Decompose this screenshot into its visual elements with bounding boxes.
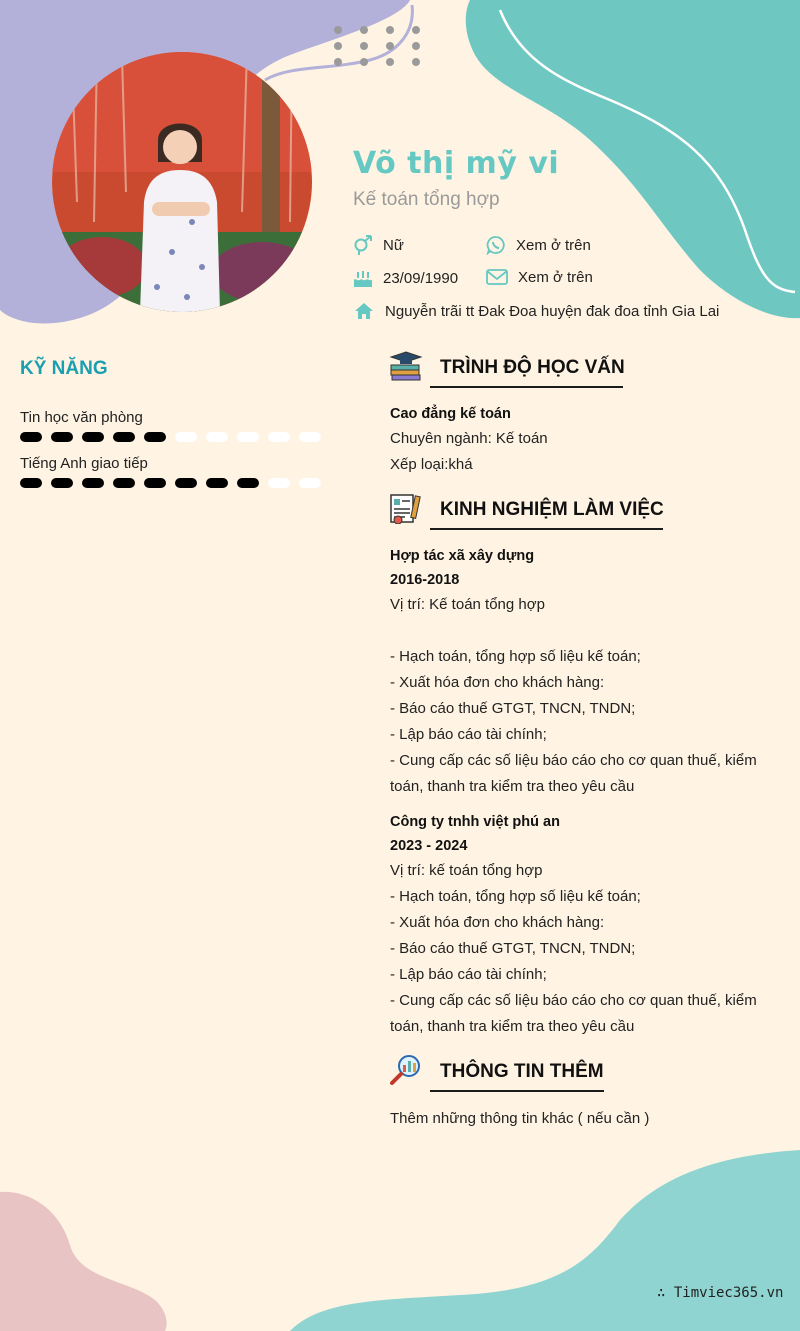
skill-segment-empty — [237, 432, 259, 442]
job-duty: - Xuất hóa đơn cho khách hàng: — [390, 674, 605, 691]
skill-level-bar — [20, 478, 322, 488]
additional-heading: THÔNG TIN THÊM — [440, 1061, 604, 1082]
candidate-name: Võ thị mỹ vi — [353, 146, 560, 181]
job-duty: toán, thanh tra kiểm tra theo yêu cầu — [390, 778, 635, 795]
skill-segment-filled — [20, 432, 42, 442]
skill-segment-empty — [268, 478, 290, 488]
avatar — [52, 52, 312, 312]
skill-segment-empty — [268, 432, 290, 442]
profile-photo — [52, 52, 312, 312]
experience-heading: KINH NGHIỆM LÀM VIỆC — [440, 499, 664, 520]
job-position: Vị trí: kế toán tổng hợp — [390, 862, 543, 879]
email-row — [486, 268, 593, 286]
job-duty: - Xuất hóa đơn cho khách hàng: — [390, 914, 605, 931]
skill-name: Tiếng Anh giao tiếp — [20, 455, 148, 472]
skill-segment-filled — [82, 432, 104, 442]
email-value[interactable]: Xem ở trên — [518, 268, 593, 286]
skill-name: Tin học văn phòng — [20, 409, 143, 426]
job-duty: - Báo cáo thuế GTGT, TNCN, TNDN; — [390, 940, 636, 957]
skill-segment-filled — [237, 478, 259, 488]
job-duty: toán, thanh tra kiểm tra theo yêu cầu — [390, 1018, 635, 1035]
education-heading-underline — [430, 386, 623, 388]
pink-blob — [0, 1192, 167, 1331]
graduation-books-icon — [389, 350, 423, 382]
additional-text: Thêm những thông tin khác ( nếu cần ) — [390, 1110, 650, 1127]
address-row — [353, 301, 719, 321]
skill-segment-empty — [206, 432, 228, 442]
skill-segment-empty — [175, 432, 197, 442]
decorative-dot-grid — [330, 26, 426, 68]
gender-icon — [353, 235, 373, 255]
cake-icon — [353, 268, 373, 288]
skill-segment-filled — [144, 478, 166, 488]
job-duty: - Báo cáo thuế GTGT, TNCN, TNDN; — [390, 700, 636, 717]
skill-segment-filled — [20, 478, 42, 488]
skill-segment-filled — [206, 478, 228, 488]
phone-value[interactable]: Xem ở trên — [516, 236, 591, 254]
job-position: Vị trí: Kế toán tổng hợp — [390, 596, 545, 613]
skill-segment-filled — [51, 478, 73, 488]
education-heading: TRÌNH ĐỘ HỌC VẤN — [440, 357, 625, 378]
phone-row — [486, 235, 591, 255]
job-title: Kế toán tổng hợp — [353, 189, 500, 210]
skill-segment-empty — [299, 478, 321, 488]
job-duty: - Hạch toán, tổng hợp số liệu kế toán; — [390, 648, 641, 665]
birthday-row — [353, 268, 458, 288]
skill-segment-filled — [51, 432, 73, 442]
job-period: 2016-2018 — [390, 572, 460, 588]
job-period: 2023 - 2024 — [390, 838, 468, 854]
document-pen-icon — [389, 492, 423, 524]
experience-heading-underline — [430, 528, 663, 530]
job-company: Công ty tnhh việt phú an — [390, 814, 560, 830]
education-grade: Xếp loại:khá — [390, 456, 473, 473]
gender-row — [353, 235, 404, 255]
skills-heading: KỸ NĂNG — [20, 358, 108, 379]
skill-segment-empty — [299, 432, 321, 442]
gender-value: Nữ — [383, 236, 404, 254]
job-duty: - Lập báo cáo tài chính; — [390, 726, 547, 743]
job-duty: - Lập báo cáo tài chính; — [390, 966, 547, 983]
job-company: Hợp tác xã xây dựng — [390, 548, 535, 564]
additional-heading-underline — [430, 1090, 604, 1092]
skill-segment-filled — [175, 478, 197, 488]
skill-segment-filled — [144, 432, 166, 442]
home-icon — [353, 301, 375, 321]
education-school: Cao đẳng kế toán — [390, 406, 511, 422]
job-duty: - Cung cấp các số liệu báo cáo cho cơ quan thuế, kiểm — [390, 992, 757, 1009]
skill-level-bar — [20, 432, 322, 442]
brand-watermark[interactable]: ∴ Timviec365.vn — [657, 1285, 784, 1301]
mail-icon — [486, 268, 508, 286]
education-major: Chuyên ngành: Kế toán — [390, 430, 548, 447]
job-duty: - Cung cấp các số liệu báo cáo cho cơ quan thuế, kiểm — [390, 752, 757, 769]
job-duty: - Hạch toán, tổng hợp số liệu kế toán; — [390, 888, 641, 905]
light-teal-blob — [290, 1150, 800, 1331]
whatsapp-icon — [486, 235, 506, 255]
magnifier-chart-icon — [389, 1054, 423, 1086]
skill-segment-filled — [113, 478, 135, 488]
address-value: Nguyễn trãi tt Đak Đoa huyện đak đoa tỉnh Gia Lai — [385, 302, 720, 320]
skill-segment-filled — [82, 478, 104, 488]
birthday-value: 23/09/1990 — [383, 269, 459, 287]
skill-segment-filled — [113, 432, 135, 442]
